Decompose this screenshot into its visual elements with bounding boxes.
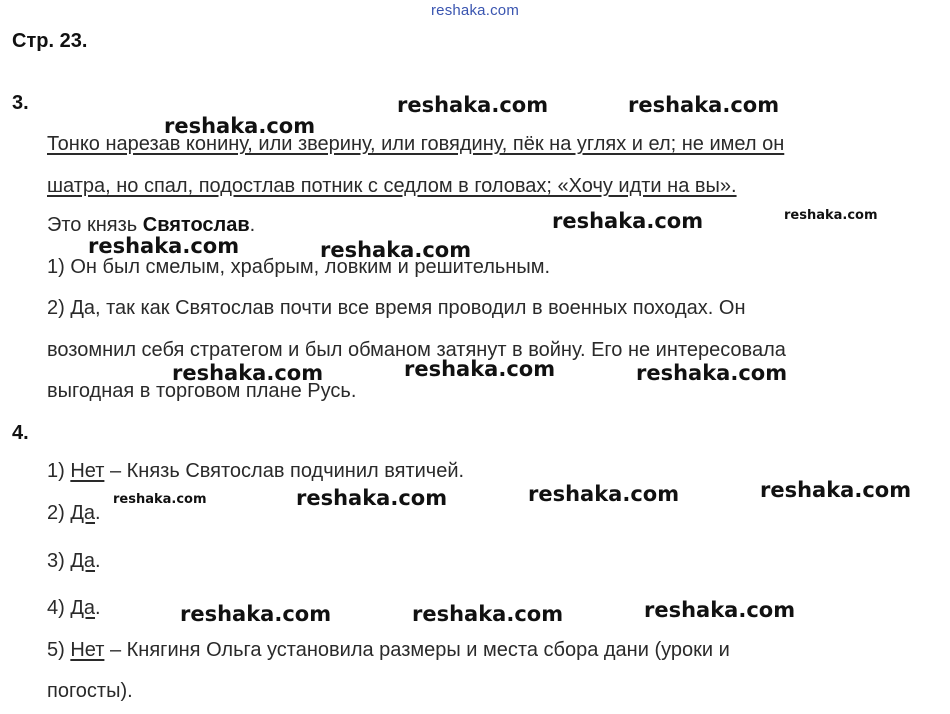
item-answer: Нет bbox=[70, 639, 105, 661]
answer-prefix: Это князь bbox=[47, 214, 143, 236]
watermark: reshaka.com bbox=[320, 238, 472, 262]
item-number: 3) bbox=[47, 550, 71, 572]
watermark: reshaka.com bbox=[644, 598, 796, 622]
q3-item-2-line-2: возомнил себя стратегом и был обманом затянут в войну. Его не интересовала bbox=[47, 339, 786, 361]
item-answer: Нет bbox=[70, 460, 105, 482]
item-answer: Да bbox=[70, 597, 96, 619]
q4-item-5-line-2: погосты). bbox=[47, 680, 133, 702]
item-number: 2) bbox=[47, 502, 71, 524]
watermark: reshaka.com bbox=[296, 486, 448, 510]
watermark: reshaka.com bbox=[180, 602, 332, 626]
watermark: reshaka.com bbox=[552, 209, 704, 233]
item-number: 4) bbox=[47, 597, 71, 619]
watermark: reshaka.com bbox=[164, 114, 316, 138]
item-answer: Да bbox=[70, 502, 96, 524]
question-4-number: 4. bbox=[12, 422, 29, 444]
q3-item-1: 1) Он был смелым, храбрым, ловким и решительным. bbox=[47, 256, 551, 278]
q4-item-1 bbox=[47, 460, 464, 483]
q3-item-2-line-3: выгодная в торговом плане Русь. bbox=[47, 380, 357, 402]
item-text: – Княгиня Ольга установила размеры и места сбора дани (уроки и bbox=[104, 639, 730, 661]
watermark: reshaka.com bbox=[172, 361, 324, 385]
page-title: Стр. 23. bbox=[12, 30, 88, 52]
watermark: reshaka.com bbox=[88, 234, 240, 258]
question-3-number: 3. bbox=[12, 92, 29, 114]
watermark: reshaka.com bbox=[113, 492, 207, 507]
watermark: reshaka.com bbox=[760, 478, 912, 502]
item-text: – Князь Святослав подчинил вятичей. bbox=[104, 460, 465, 482]
item-text: . bbox=[95, 502, 101, 524]
quote-line-1: Тонко нарезав конину, или зверину, или говядину, пёк на углях и ел; не имел он bbox=[47, 133, 785, 155]
q4-item-2 bbox=[47, 502, 101, 525]
watermark: reshaka.com bbox=[528, 482, 680, 506]
q4-item-5 bbox=[47, 639, 730, 662]
item-answer: Да bbox=[70, 550, 96, 572]
header-watermark: reshaka.com bbox=[430, 2, 520, 19]
q4-item-3 bbox=[47, 550, 101, 573]
watermark: reshaka.com bbox=[404, 357, 556, 381]
watermark: reshaka.com bbox=[628, 93, 780, 117]
watermark: reshaka.com bbox=[784, 208, 878, 223]
item-text: . bbox=[95, 550, 101, 572]
watermark: reshaka.com bbox=[412, 602, 564, 626]
item-number: 5) bbox=[47, 639, 71, 661]
watermark: reshaka.com bbox=[397, 93, 549, 117]
q4-item-4 bbox=[47, 597, 101, 620]
item-number: 1) bbox=[47, 460, 71, 482]
q3-item-2-line-1: 2) Да, так как Святослав почти все время проводил в военных походах. Он bbox=[47, 297, 746, 319]
watermark: reshaka.com bbox=[636, 361, 788, 385]
answer-suffix: . bbox=[249, 214, 256, 236]
answer-name: Святослав bbox=[142, 214, 250, 236]
item-text: . bbox=[95, 597, 101, 619]
quote-line-2: шатра, но спал, подостлав потник с седлом в головах; «Хочу идти на вы». bbox=[47, 175, 737, 197]
